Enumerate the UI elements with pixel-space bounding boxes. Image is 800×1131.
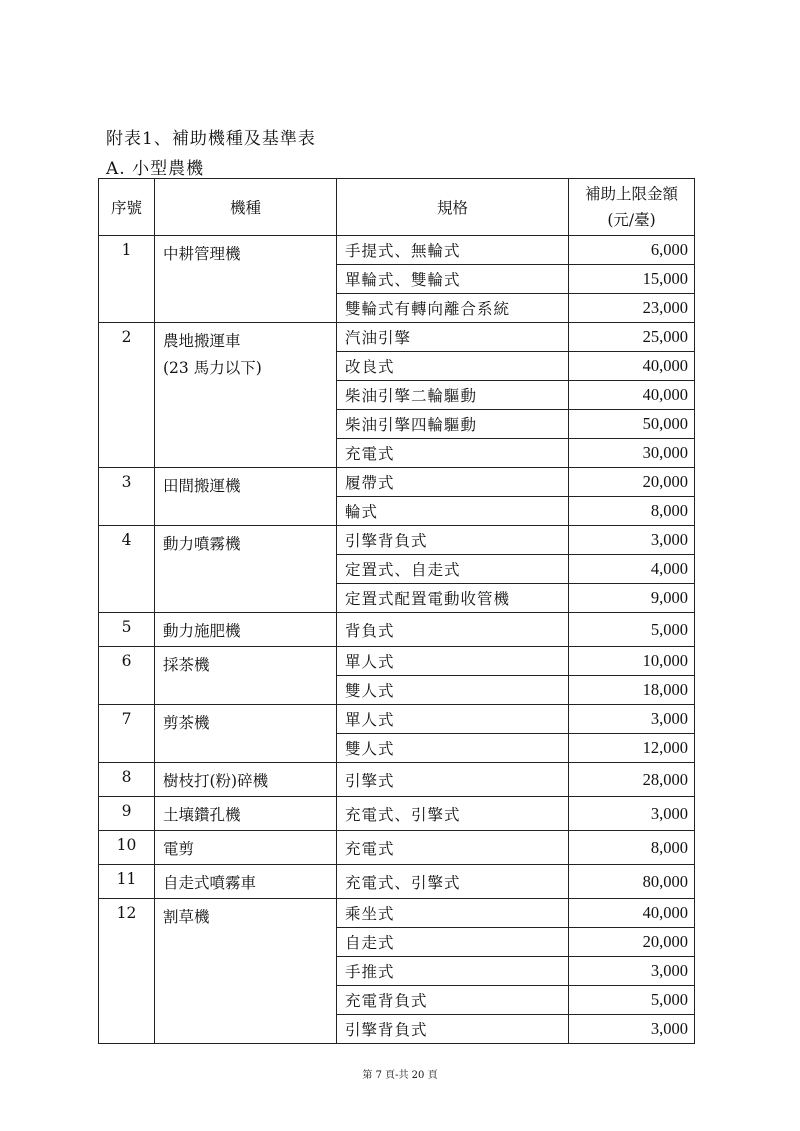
machine-name-line: 農地搬運車	[163, 332, 241, 350]
table-row	[99, 899, 695, 928]
machine-name-line: (23 馬力以下)	[163, 359, 262, 377]
spec-cell: 柴油引擎四輪驅動	[337, 410, 569, 439]
row-number: 5	[99, 613, 155, 647]
machine-name	[155, 831, 337, 865]
spec-cell: 輪式	[337, 497, 569, 526]
machine-name	[155, 865, 337, 899]
row-number: 1	[99, 236, 155, 323]
machine-name-line: 動力施肥機	[163, 622, 241, 640]
spec-cell: 充電式	[337, 439, 569, 468]
spec-cell: 自走式	[337, 928, 569, 957]
amount-cell: 80,000	[569, 865, 695, 899]
spec-cell: 引擎背負式	[337, 1015, 569, 1044]
amount-cell: 5,000	[569, 613, 695, 647]
machine-name	[155, 526, 337, 613]
row-number: 2	[99, 323, 155, 468]
row-number: 9	[99, 797, 155, 831]
machine-name-line: 土壤鑽孔機	[163, 806, 241, 824]
amount-cell: 3,000	[569, 1015, 695, 1044]
amount-cell: 20,000	[569, 928, 695, 957]
table-row	[99, 763, 695, 797]
amount-cell: 6,000	[569, 236, 695, 265]
spec-cell: 雙人式	[337, 734, 569, 763]
table-row	[99, 865, 695, 899]
machine-name-line: 電剪	[163, 840, 195, 858]
amount-cell: 8,000	[569, 831, 695, 865]
spec-cell: 引擎背負式	[337, 526, 569, 555]
spec-cell: 雙輪式有轉向離合系統	[337, 294, 569, 323]
spec-cell: 汽油引擎	[337, 323, 569, 352]
table-row	[99, 797, 695, 831]
machine-name	[155, 705, 337, 763]
row-number: 12	[99, 899, 155, 1044]
header-machine: 機種	[155, 179, 337, 236]
amount-cell: 40,000	[569, 899, 695, 928]
table-row	[99, 613, 695, 647]
amount-cell: 25,000	[569, 323, 695, 352]
machine-name-line: 田間搬運機	[163, 477, 241, 495]
spec-cell: 背負式	[337, 613, 569, 647]
amount-cell: 3,000	[569, 797, 695, 831]
row-number: 7	[99, 705, 155, 763]
spec-cell: 單人式	[337, 705, 569, 734]
spec-cell: 充電式	[337, 831, 569, 865]
amount-cell: 28,000	[569, 763, 695, 797]
spec-cell: 充電式、引擎式	[337, 797, 569, 831]
header-amount	[569, 179, 695, 236]
subsidy-table	[98, 178, 695, 1044]
amount-cell: 20,000	[569, 468, 695, 497]
amount-cell: 40,000	[569, 381, 695, 410]
amount-cell: 12,000	[569, 734, 695, 763]
spec-cell: 雙人式	[337, 676, 569, 705]
machine-name	[155, 763, 337, 797]
amount-cell: 40,000	[569, 352, 695, 381]
page-number: 第 7 頁-共 20 頁	[362, 1070, 438, 1081]
row-number: 10	[99, 831, 155, 865]
spec-cell: 充電式、引擎式	[337, 865, 569, 899]
machine-name-line: 中耕管理機	[163, 245, 241, 263]
table-row	[99, 526, 695, 555]
amount-cell: 50,000	[569, 410, 695, 439]
amount-cell: 10,000	[569, 647, 695, 676]
amount-cell: 30,000	[569, 439, 695, 468]
row-number: 11	[99, 865, 155, 899]
amount-cell: 23,000	[569, 294, 695, 323]
machine-name	[155, 647, 337, 705]
machine-name-line: 剪茶機	[163, 714, 210, 732]
machine-name-line: 自走式噴霧車	[163, 874, 257, 892]
row-number: 3	[99, 468, 155, 526]
row-number: 6	[99, 647, 155, 705]
table-body	[99, 236, 695, 1044]
spec-cell: 柴油引擎二輪驅動	[337, 381, 569, 410]
amount-cell: 15,000	[569, 265, 695, 294]
header-spec: 規格	[337, 179, 569, 236]
amount-cell: 3,000	[569, 705, 695, 734]
machine-name-line: 割草機	[163, 908, 210, 926]
amount-cell: 9,000	[569, 584, 695, 613]
header-amount-line2: (元/臺)	[607, 211, 656, 229]
header-no: 序號	[99, 179, 155, 236]
spec-cell: 定置式配置電動收管機	[337, 584, 569, 613]
spec-cell: 手提式、無輪式	[337, 236, 569, 265]
amount-cell: 18,000	[569, 676, 695, 705]
amount-cell: 4,000	[569, 555, 695, 584]
table-row	[99, 647, 695, 676]
machine-name	[155, 899, 337, 1044]
machine-name-line: 動力噴霧機	[163, 535, 241, 553]
machine-name	[155, 236, 337, 323]
machine-name	[155, 613, 337, 647]
row-number: 8	[99, 763, 155, 797]
table-header-row	[99, 179, 695, 236]
spec-cell: 單輪式、雙輪式	[337, 265, 569, 294]
table-row	[99, 831, 695, 865]
page-title: 附表1、補助機種及基準表	[106, 129, 316, 149]
table-row	[99, 236, 695, 265]
spec-cell: 引擎式	[337, 763, 569, 797]
amount-cell: 3,000	[569, 526, 695, 555]
amount-cell: 8,000	[569, 497, 695, 526]
machine-name-line: 樹枝打(粉)碎機	[163, 772, 269, 790]
spec-cell: 履帶式	[337, 468, 569, 497]
spec-cell: 改良式	[337, 352, 569, 381]
table-row	[99, 705, 695, 734]
spec-cell: 充電背負式	[337, 986, 569, 1015]
spec-cell: 定置式、自走式	[337, 555, 569, 584]
machine-name-line: 採茶機	[163, 656, 210, 674]
row-number: 4	[99, 526, 155, 613]
table-row	[99, 468, 695, 497]
header-amount-line1: 補助上限金額	[584, 185, 678, 203]
machine-name	[155, 797, 337, 831]
table-row	[99, 323, 695, 352]
spec-cell: 單人式	[337, 647, 569, 676]
machine-name	[155, 323, 337, 468]
amount-cell: 5,000	[569, 986, 695, 1015]
section-subtitle: A. 小型農機	[106, 159, 205, 179]
machine-name	[155, 468, 337, 526]
spec-cell: 手推式	[337, 957, 569, 986]
amount-cell: 3,000	[569, 957, 695, 986]
spec-cell: 乘坐式	[337, 899, 569, 928]
